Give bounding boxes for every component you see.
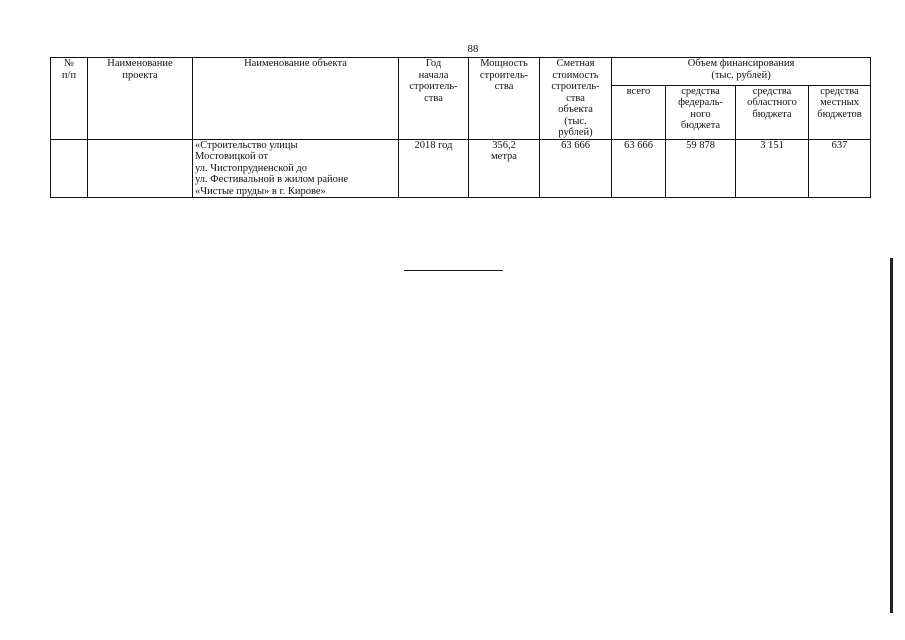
header-total: всего — [612, 85, 666, 139]
cell-regional: 3 151 — [736, 139, 809, 198]
cell-local: 637 — [809, 139, 871, 198]
header-estimated-cost: Сметная стоимость строитель- ства объекта (тыс. рублей) — [540, 58, 612, 140]
header-start-year: Год начала строитель- ства — [399, 58, 469, 140]
header-financing-group: Объем финансирования (тыс. рублей) — [612, 58, 871, 86]
header-object-name: Наименование объекта — [193, 58, 399, 140]
cell-start-year: 2018 год — [399, 139, 469, 198]
header-capacity: Мощность строитель- ства — [469, 58, 540, 140]
header-num: № п/п — [51, 58, 88, 140]
cell-project-name — [88, 139, 193, 198]
scan-edge-bar — [890, 258, 893, 613]
financing-table — [50, 57, 871, 198]
header-project-name: Наименование проекта — [88, 58, 193, 140]
header-regional: средства областного бюджета — [736, 85, 809, 139]
header-local: средства местных бюджетов — [809, 85, 871, 139]
header-federal: средства федераль- ного бюджета — [666, 85, 736, 139]
header-row-1 — [51, 58, 871, 86]
cell-capacity: 356,2 метра — [469, 139, 540, 198]
cell-federal: 59 878 — [666, 139, 736, 198]
table-row — [51, 139, 871, 198]
cell-num — [51, 139, 88, 198]
cell-estimated-cost: 63 666 — [540, 139, 612, 198]
cell-object-name: «Строительство улицы Мостовицкой от ул. Чистопрудненской до ул. Фестивальной в жилом районе «Чистые пруды» в г. Кирове» — [193, 139, 399, 198]
divider-line — [404, 270, 503, 271]
cell-total: 63 666 — [612, 139, 666, 198]
page-number: 88 — [467, 43, 479, 55]
